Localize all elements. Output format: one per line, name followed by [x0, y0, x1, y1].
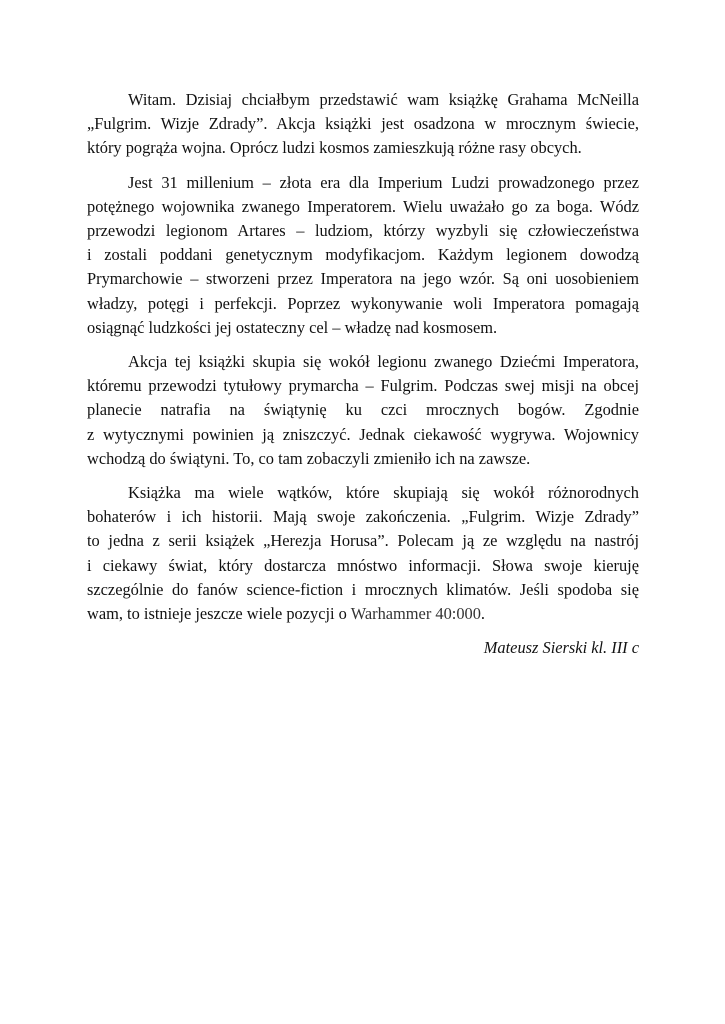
paragraph-plot — [87, 350, 639, 471]
text-line: bohaterów i ich historii. Mają swoje zakończenia. „Fulgrim. Wizje Zdrady” — [87, 507, 639, 527]
text-line: Witam. Dzisiaj chciałbym przedstawić wam książkę Grahama McNeilla — [128, 90, 639, 109]
warhammer-reference: Warhammer 40:000 — [350, 604, 481, 624]
text-line: i ciekawy świat, który dostarcza mnóstwo informacji. Słowa swoje kieruję — [87, 555, 639, 575]
text-line-final — [87, 602, 639, 626]
text-line: władzy, potęgi i perfekcji. Poprzez wykonywanie woli Imperatora pomagają — [87, 293, 639, 313]
text-line: szczególnie do fanów science-fiction i mrocznych klimatów. Jeśli spodoba się — [87, 579, 639, 599]
paragraph-setting — [87, 171, 639, 340]
text-line: i zostali poddani genetycznym modyfikacjom. Każdym legionem dowodzą — [87, 245, 639, 265]
text-line: „Fulgrim. Wizje Zdrady”. Akcja książki jest osadzona w mrocznym świecie, — [87, 114, 639, 134]
text-line: planecie natrafia na świątynię ku czci mrocznych bogów. Zgodnie — [87, 400, 639, 420]
text-line: Jest 31 millenium – złota era dla Imperium Ludzi prowadzonego przez — [128, 172, 639, 192]
document-page — [87, 88, 639, 660]
text-line: wchodzą do świątyni. To, co tam zobaczyli zmieniło ich na zawsze. — [87, 448, 531, 468]
text-line: któremu przewodzi tytułowy prymarcha – Fulgrim. Podczas swej misji na obcej — [87, 376, 639, 396]
text-line: Akcja tej książki skupia się wokół legionu zwanego Dziećmi Imperatora, — [128, 352, 639, 372]
final-line-suffix: . — [480, 604, 486, 624]
text-line: Książka ma wiele wątków, które skupiają się wokół różnorodnych — [128, 483, 639, 503]
paragraph-recommendation — [87, 481, 639, 626]
text-line: Prymarchowie – stworzeni przez Imperatora na jego wzór. Są oni uosobieniem — [87, 269, 639, 289]
author-signature: Mateusz Sierski kl. III c — [483, 638, 639, 658]
text-line: potężnego wojownika zwanego Imperatorem. Wielu uważało go za boga. Wódz — [87, 196, 639, 216]
text-line: przewodzi legionom Artares – ludziom, którzy wyzbyli się człowieczeństwa — [87, 221, 639, 241]
text-line: to jedna z serii książek „Herezja Horusa”. Polecam ją ze względu na nastrój — [87, 531, 639, 551]
final-line-prefix: wam, to istnieje jeszcze wiele pozycji o — [87, 604, 351, 624]
paragraph-introduction — [87, 88, 639, 161]
text-line: osiągnąć ludzkości jej ostateczny cel – władzę nad kosmosem. — [87, 317, 498, 337]
text-line: który pogrąża wojna. Oprócz ludzi kosmos zamieszkują różne rasy obcych. — [87, 138, 582, 158]
text-line: z wytycznymi powinien ją zniszczyć. Jednak ciekawość wygrywa. Wojownicy — [87, 424, 639, 444]
